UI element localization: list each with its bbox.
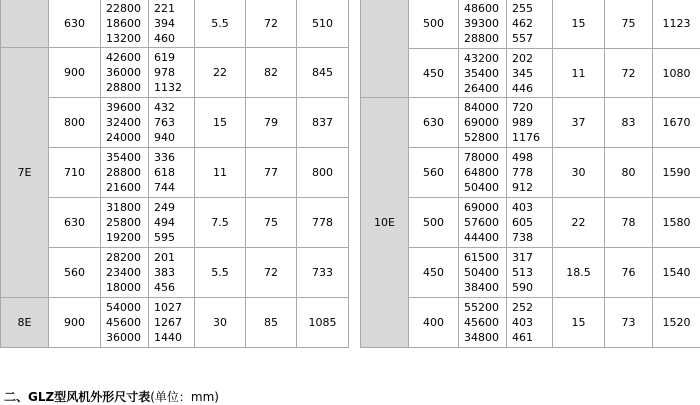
motor-power-cell: 22 bbox=[553, 198, 605, 248]
impeller-diameter-cell: 560 bbox=[49, 248, 101, 298]
air-volume-cell-value: 35400 bbox=[464, 66, 506, 81]
air-volume-cell bbox=[101, 148, 149, 198]
impeller-diameter-cell: 630 bbox=[49, 0, 101, 48]
weight-cell: 778 bbox=[297, 198, 349, 248]
pressure-cell bbox=[507, 98, 553, 148]
noise-cell: 72 bbox=[246, 0, 297, 48]
model-cell: 10E bbox=[361, 98, 409, 348]
air-volume-cell-value: 18000 bbox=[106, 280, 148, 295]
noise-cell: 77 bbox=[246, 148, 297, 198]
pressure-cell bbox=[507, 298, 553, 348]
air-volume-cell-value: 55200 bbox=[464, 300, 506, 315]
table-row bbox=[361, 98, 700, 148]
pressure-cell-value: 557 bbox=[512, 31, 552, 46]
pressure-cell bbox=[507, 248, 553, 298]
pressure-cell-value: 1027 bbox=[154, 300, 194, 315]
table-row bbox=[1, 148, 349, 198]
pressure-cell-value: 317 bbox=[512, 250, 552, 265]
pressure-cell bbox=[149, 98, 195, 148]
pressure-cell-value: 446 bbox=[512, 81, 552, 96]
weight-cell: 837 bbox=[297, 98, 349, 148]
pressure-cell-value: 498 bbox=[512, 150, 552, 165]
pressure-cell-value: 720 bbox=[512, 100, 552, 115]
noise-cell: 83 bbox=[605, 98, 653, 148]
noise-cell: 75 bbox=[246, 198, 297, 248]
pressure-cell-value: 1132 bbox=[154, 80, 194, 95]
air-volume-cell-value: 36000 bbox=[106, 330, 148, 345]
table-row bbox=[361, 0, 700, 49]
noise-cell: 80 bbox=[605, 148, 653, 198]
weight-cell: 1580 bbox=[653, 198, 700, 248]
pressure-cell-value: 462 bbox=[512, 16, 552, 31]
noise-cell: 78 bbox=[605, 198, 653, 248]
model-cell: 8E bbox=[1, 298, 49, 348]
impeller-diameter-cell: 630 bbox=[49, 198, 101, 248]
pressure-cell-value: 912 bbox=[512, 180, 552, 195]
weight-cell: 1590 bbox=[653, 148, 700, 198]
air-volume-cell-value: 69000 bbox=[464, 115, 506, 130]
section-caption bbox=[4, 388, 219, 405]
pressure-cell-value: 432 bbox=[154, 100, 194, 115]
pressure-cell-value: 202 bbox=[512, 51, 552, 66]
pressure-cell-value: 461 bbox=[512, 330, 552, 345]
air-volume-cell bbox=[101, 198, 149, 248]
air-volume-cell-value: 42600 bbox=[106, 50, 148, 65]
impeller-diameter-cell: 900 bbox=[49, 298, 101, 348]
pressure-cell bbox=[507, 148, 553, 198]
table-row bbox=[1, 298, 349, 348]
air-volume-cell-value: 39300 bbox=[464, 16, 506, 31]
pressure-cell bbox=[149, 248, 195, 298]
pressure-cell-value: 618 bbox=[154, 165, 194, 180]
table-row bbox=[1, 0, 349, 48]
pressure-cell-value: 221 bbox=[154, 1, 194, 16]
air-volume-cell bbox=[459, 298, 507, 348]
air-volume-cell-value: 50400 bbox=[464, 265, 506, 280]
impeller-diameter-cell: 900 bbox=[49, 48, 101, 98]
table-row bbox=[361, 298, 700, 348]
impeller-diameter-cell: 800 bbox=[49, 98, 101, 148]
air-volume-cell bbox=[459, 248, 507, 298]
air-volume-cell-value: 57600 bbox=[464, 215, 506, 230]
table-row bbox=[1, 48, 349, 98]
pressure-cell bbox=[149, 48, 195, 98]
pressure-cell-value: 460 bbox=[154, 31, 194, 46]
table-row bbox=[361, 49, 700, 98]
pressure-cell bbox=[507, 49, 553, 98]
pressure-cell-value: 778 bbox=[512, 165, 552, 180]
air-volume-cell-value: 21600 bbox=[106, 180, 148, 195]
weight-cell: 1670 bbox=[653, 98, 700, 148]
air-volume-cell-value: 52800 bbox=[464, 130, 506, 145]
pressure-cell-value: 403 bbox=[512, 315, 552, 330]
air-volume-cell-value: 28200 bbox=[106, 250, 148, 265]
model-cell: 7E bbox=[1, 48, 49, 298]
pressure-cell-value: 1176 bbox=[512, 130, 552, 145]
air-volume-cell-value: 36000 bbox=[106, 65, 148, 80]
air-volume-cell bbox=[101, 98, 149, 148]
noise-cell: 72 bbox=[605, 49, 653, 98]
air-volume-cell-value: 69000 bbox=[464, 200, 506, 215]
motor-power-cell: 5.5 bbox=[195, 0, 246, 48]
model-cell bbox=[1, 0, 49, 48]
table-row bbox=[361, 248, 700, 298]
air-volume-cell-value: 34800 bbox=[464, 330, 506, 345]
motor-power-cell: 11 bbox=[553, 49, 605, 98]
motor-power-cell: 15 bbox=[195, 98, 246, 148]
noise-cell: 82 bbox=[246, 48, 297, 98]
weight-cell: 1085 bbox=[297, 298, 349, 348]
impeller-diameter-cell: 400 bbox=[409, 298, 459, 348]
air-volume-cell-value: 38400 bbox=[464, 280, 506, 295]
pressure-cell-value: 255 bbox=[512, 1, 552, 16]
pressure-cell-value: 940 bbox=[154, 130, 194, 145]
weight-cell: 733 bbox=[297, 248, 349, 298]
pressure-cell-value: 513 bbox=[512, 265, 552, 280]
pressure-cell-value: 394 bbox=[154, 16, 194, 31]
pressure-cell-value: 978 bbox=[154, 65, 194, 80]
air-volume-cell bbox=[101, 298, 149, 348]
air-volume-cell bbox=[101, 48, 149, 98]
pressure-cell-value: 403 bbox=[512, 200, 552, 215]
table-row bbox=[361, 148, 700, 198]
motor-power-cell: 30 bbox=[553, 148, 605, 198]
air-volume-cell-value: 61500 bbox=[464, 250, 506, 265]
noise-cell: 75 bbox=[605, 0, 653, 49]
pressure-cell-value: 494 bbox=[154, 215, 194, 230]
air-volume-cell-value: 43200 bbox=[464, 51, 506, 66]
motor-power-cell: 18.5 bbox=[553, 248, 605, 298]
air-volume-cell-value: 44400 bbox=[464, 230, 506, 245]
pressure-cell bbox=[149, 0, 195, 48]
model-cell bbox=[361, 0, 409, 98]
pressure-cell bbox=[507, 0, 553, 49]
air-volume-cell bbox=[459, 198, 507, 248]
pressure-cell-value: 252 bbox=[512, 300, 552, 315]
air-volume-cell-value: 48600 bbox=[464, 1, 506, 16]
table-row bbox=[1, 198, 349, 248]
pressure-cell-value: 249 bbox=[154, 200, 194, 215]
air-volume-cell-value: 45600 bbox=[464, 315, 506, 330]
pressure-cell-value: 201 bbox=[154, 250, 194, 265]
air-volume-cell-value: 23400 bbox=[106, 265, 148, 280]
air-volume-cell-value: 54000 bbox=[106, 300, 148, 315]
air-volume-cell-value: 32400 bbox=[106, 115, 148, 130]
pressure-cell-value: 1440 bbox=[154, 330, 194, 345]
air-volume-cell bbox=[459, 0, 507, 49]
air-volume-cell-value: 78000 bbox=[464, 150, 506, 165]
weight-cell: 1123 bbox=[653, 0, 700, 49]
weight-cell: 1520 bbox=[653, 298, 700, 348]
noise-cell: 85 bbox=[246, 298, 297, 348]
air-volume-cell-value: 28800 bbox=[106, 80, 148, 95]
pressure-cell-value: 383 bbox=[154, 265, 194, 280]
motor-power-cell: 5.5 bbox=[195, 248, 246, 298]
pressure-cell-value: 744 bbox=[154, 180, 194, 195]
air-volume-cell-value: 39600 bbox=[106, 100, 148, 115]
weight-cell: 800 bbox=[297, 148, 349, 198]
air-volume-cell-value: 26400 bbox=[464, 81, 506, 96]
pressure-cell-value: 738 bbox=[512, 230, 552, 245]
air-volume-cell bbox=[459, 49, 507, 98]
air-volume-cell-value: 19200 bbox=[106, 230, 148, 245]
impeller-diameter-cell: 710 bbox=[49, 148, 101, 198]
impeller-diameter-cell: 560 bbox=[409, 148, 459, 198]
motor-power-cell: 15 bbox=[553, 298, 605, 348]
pressure-cell-value: 619 bbox=[154, 50, 194, 65]
air-volume-cell bbox=[101, 248, 149, 298]
impeller-diameter-cell: 500 bbox=[409, 198, 459, 248]
pressure-cell-value: 595 bbox=[154, 230, 194, 245]
pressure-cell-value: 605 bbox=[512, 215, 552, 230]
caption-title: 二、GLZ型风机外形尺寸表 bbox=[4, 390, 150, 404]
air-volume-cell bbox=[459, 98, 507, 148]
fan-spec-table-right bbox=[360, 0, 700, 348]
pressure-cell-value: 336 bbox=[154, 150, 194, 165]
weight-cell: 845 bbox=[297, 48, 349, 98]
air-volume-cell-value: 64800 bbox=[464, 165, 506, 180]
air-volume-cell-value: 24000 bbox=[106, 130, 148, 145]
air-volume-cell-value: 28800 bbox=[106, 165, 148, 180]
air-volume-cell-value: 84000 bbox=[464, 100, 506, 115]
pressure-cell-value: 456 bbox=[154, 280, 194, 295]
pressure-cell bbox=[149, 148, 195, 198]
motor-power-cell: 11 bbox=[195, 148, 246, 198]
weight-cell: 510 bbox=[297, 0, 349, 48]
air-volume-cell-value: 25800 bbox=[106, 215, 148, 230]
impeller-diameter-cell: 630 bbox=[409, 98, 459, 148]
pressure-cell-value: 345 bbox=[512, 66, 552, 81]
air-volume-cell-value: 45600 bbox=[106, 315, 148, 330]
fan-spec-table-left bbox=[0, 0, 349, 348]
motor-power-cell: 30 bbox=[195, 298, 246, 348]
caption-unit: (单位：mm) bbox=[150, 390, 219, 404]
motor-power-cell: 15 bbox=[553, 0, 605, 49]
air-volume-cell-value: 13200 bbox=[106, 31, 148, 46]
table-row bbox=[1, 248, 349, 298]
motor-power-cell: 22 bbox=[195, 48, 246, 98]
air-volume-cell bbox=[459, 148, 507, 198]
pressure-cell bbox=[149, 198, 195, 248]
noise-cell: 76 bbox=[605, 248, 653, 298]
weight-cell: 1540 bbox=[653, 248, 700, 298]
pressure-cell-value: 1267 bbox=[154, 315, 194, 330]
air-volume-cell-value: 18600 bbox=[106, 16, 148, 31]
motor-power-cell: 37 bbox=[553, 98, 605, 148]
noise-cell: 79 bbox=[246, 98, 297, 148]
air-volume-cell bbox=[101, 0, 149, 48]
noise-cell: 72 bbox=[246, 248, 297, 298]
pressure-cell-value: 989 bbox=[512, 115, 552, 130]
impeller-diameter-cell: 500 bbox=[409, 0, 459, 49]
air-volume-cell-value: 28800 bbox=[464, 31, 506, 46]
pressure-cell bbox=[149, 298, 195, 348]
air-volume-cell-value: 50400 bbox=[464, 180, 506, 195]
air-volume-cell-value: 35400 bbox=[106, 150, 148, 165]
noise-cell: 73 bbox=[605, 298, 653, 348]
pressure-cell-value: 763 bbox=[154, 115, 194, 130]
weight-cell: 1080 bbox=[653, 49, 700, 98]
air-volume-cell-value: 22800 bbox=[106, 1, 148, 16]
table-row bbox=[361, 198, 700, 248]
impeller-diameter-cell: 450 bbox=[409, 248, 459, 298]
table-row bbox=[1, 98, 349, 148]
motor-power-cell: 7.5 bbox=[195, 198, 246, 248]
pressure-cell bbox=[507, 198, 553, 248]
impeller-diameter-cell: 450 bbox=[409, 49, 459, 98]
air-volume-cell-value: 31800 bbox=[106, 200, 148, 215]
pressure-cell-value: 590 bbox=[512, 280, 552, 295]
